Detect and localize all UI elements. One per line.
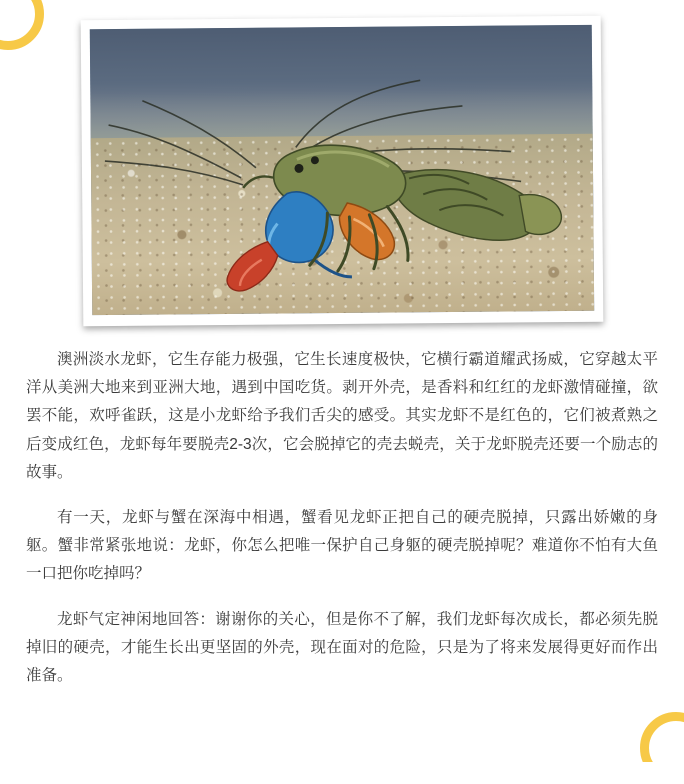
article-body [26,346,658,690]
photo-frame [81,16,604,327]
article-paragraph-1: 澳洲淡水龙虾，它生存能力极强，它生长速度极快，它横行霸道耀武扬威，它穿越太平洋从美洲大地来到亚洲大地，遇到中国吃货。剥开外壳，是香料和红红的龙虾激情碰撞，欲罢不能，欢呼雀跃，这是小龙虾给予我们舌尖的感受。其实龙虾不是红色的，它们被煮熟之后变成红色，龙虾每年要脱壳2-3次，它会脱掉它的壳去蜕壳，关于龙虾脱壳还要一个励志的故事。 [26,351,658,481]
crayfish-photo [90,25,594,315]
article-paragraph-3: 龙虾气定神闲地回答：谢谢你的关心，但是你不了解，我们龙虾每次成长，都必须先脱掉旧的硬壳，才能生长出更坚固的外壳，现在面对的危险，只是为了将来发展得更好而作出准备。 [26,610,658,685]
decorative-arc-bottom-right-icon [640,712,684,784]
article-figure [82,18,602,324]
crayfish-illustration-icon [90,25,594,315]
article-paragraph-2: 有一天，龙虾与蟹在深海中相遇，蟹看见龙虾正把自己的硬壳脱掉，只露出娇嫩的身躯。蟹非常紧张地说：龙虾，你怎么把唯一保护自己身躯的硬壳脱掉呢？难道你不怕有大鱼一口把你吃掉吗？ [26,509,658,583]
